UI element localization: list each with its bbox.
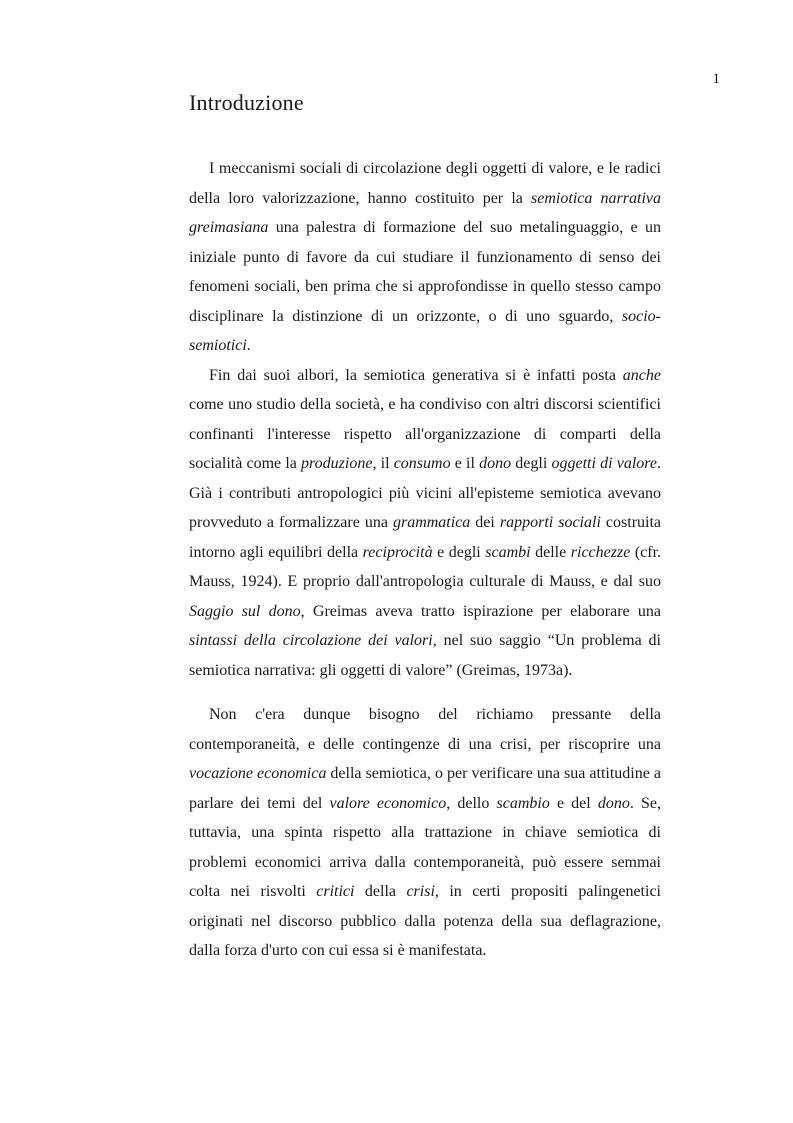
text-run: , Greimas aveva tratto ispirazione per elaborare una <box>300 602 661 620</box>
text-run: e degli <box>432 543 486 561</box>
text-run: . Se, tuttavia, una spinta rispetto alla trattazione in chiave semiotica di problemi economici arriva dalla contemporaneità, può essere semmai colta nei risvolti <box>189 794 662 900</box>
text-run: e del <box>549 794 598 812</box>
italic-text-run: grammatica <box>392 514 471 531</box>
text-run: e il <box>450 455 480 472</box>
text-run: una palestra di formazione del suo metalinguaggio, e un iniziale punto di favore da cui studiare il funzionamento di senso dei fenomeni sociali, ben prima che si approfondisse in quello stesso campo disciplinare la distinzione di un orizzonte, o di uno sguardo, <box>189 219 661 325</box>
text-run: delle <box>530 543 571 561</box>
text-run: , nel suo saggio “Un problema di semiotica narrativa: gli oggetti di valore” (Greimas, 1973a). <box>189 632 661 679</box>
paragraph-3 <box>189 700 661 966</box>
italic-text-run: socio-semiotici <box>189 307 661 354</box>
italic-text-run: Saggio sul dono <box>189 602 301 620</box>
text-run: Non c'era dunque bisogno del richiamo pressante della contemporaneità, e delle contingenze di una crisi, per riscoprire una <box>189 706 661 753</box>
text-run: della <box>354 883 407 900</box>
text-run: degli <box>511 455 552 472</box>
text-run: . <box>246 337 251 354</box>
italic-text-run: dono <box>479 455 512 472</box>
text-run: I meccanismi sociali di circolazione degli oggetti di valore, e le radici della loro valorizzazione, hanno costituito per la <box>189 160 661 207</box>
text-run: come uno studio della società, e ha condiviso con altri discorsi scientifici confinanti l'interesse rispetto all'organizzazione di comparti della socialità come la <box>189 396 661 472</box>
italic-text-run: scambio <box>496 794 550 812</box>
italic-text-run: valore economico <box>329 794 447 812</box>
text-run: . Già i contributi antropologici più vicini all'episteme semiotica avevano provveduto a formalizzare una <box>189 455 662 531</box>
text-run: , il <box>372 455 394 472</box>
text-run: , dello <box>446 794 497 812</box>
text-run: dei <box>470 514 500 531</box>
italic-text-run: crisi <box>406 883 435 900</box>
italic-text-run: semiotica narrativa greimasiana <box>189 189 661 236</box>
italic-text-run: produzione <box>301 455 373 472</box>
italic-text-run: consumo <box>393 455 451 472</box>
italic-text-run: scambi <box>485 543 531 561</box>
italic-text-run: reciprocità <box>362 543 433 561</box>
italic-text-run: sintassi della circolazione dei valori <box>189 632 433 649</box>
text-run: Fin dai suoi albori, la semiotica generativa si è infatti posta <box>209 366 623 384</box>
text-run: , in certi propositi palingenetici originati nel discorso pubblico dalla potenza della sua deflagrazione, dalla forza d'urto con cui essa si è manifestata. <box>189 883 661 959</box>
italic-text-run: dono <box>597 794 630 812</box>
italic-text-run: oggetti di valore <box>551 455 658 472</box>
italic-text-run: anche <box>622 366 661 384</box>
italic-text-run: critici <box>316 883 355 900</box>
body-text <box>189 154 661 966</box>
paragraph-1 <box>189 154 661 361</box>
paragraph-2 <box>189 361 661 686</box>
italic-text-run: vocazione economica <box>189 765 327 782</box>
italic-text-run: ricchezze <box>570 543 631 561</box>
text-run: della semiotica, o per verificare una sua attitudine a parlare dei temi del <box>189 765 662 812</box>
page-number: 1 <box>712 71 720 87</box>
page-title: Introduzione <box>189 90 304 115</box>
italic-text-run: rapporti sociali <box>499 514 601 531</box>
text-run: costruita intorno agli equilibri della <box>189 514 662 561</box>
text-run: (cfr. Mauss, 1924). E proprio dall'antropologia culturale di Mauss, e dal suo <box>189 543 662 590</box>
